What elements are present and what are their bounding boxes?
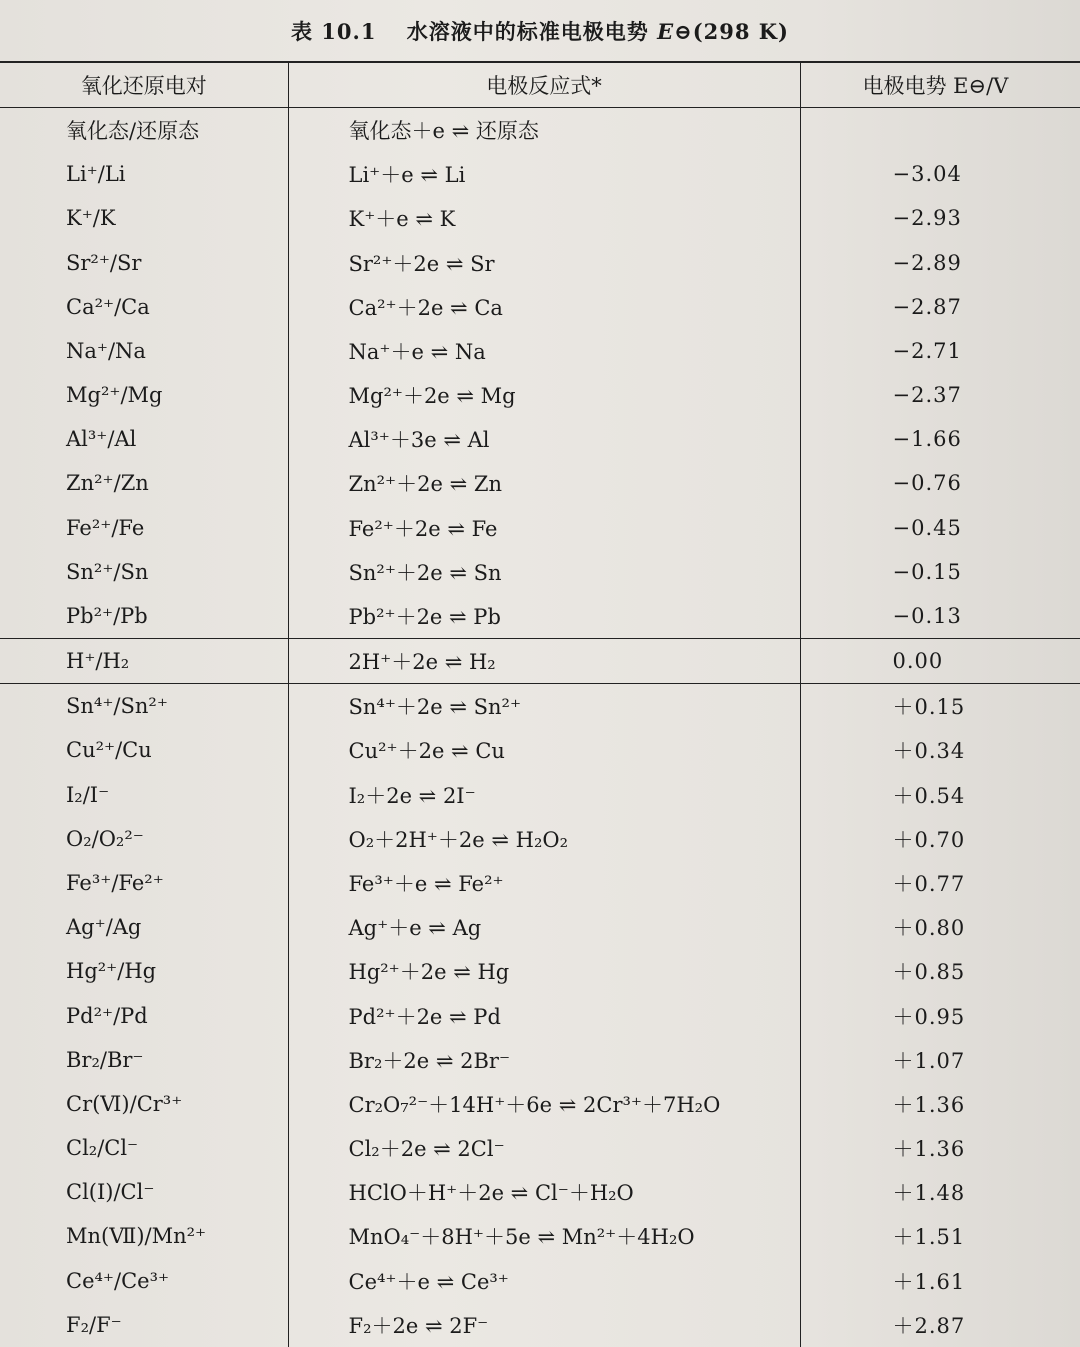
reaction-cell: Fe²⁺＋2e ⇌ Fe xyxy=(288,506,800,550)
table-row xyxy=(0,196,1080,240)
reaction-cell: Li⁺＋e ⇌ Li xyxy=(288,152,800,196)
table-row xyxy=(0,1082,1080,1126)
couple-cell: Sn²⁺/Sn xyxy=(0,550,288,594)
couple-cell: Cu²⁺/Cu xyxy=(0,728,288,772)
potential-cell: ＋0.80 xyxy=(892,916,966,941)
table-row xyxy=(0,684,1080,729)
header-reaction: 电极反应式* xyxy=(288,62,800,108)
reaction-cell: Pd²⁺＋2e ⇌ Pd xyxy=(288,993,800,1037)
potential-cell: −0.76 xyxy=(892,471,962,496)
couple-cell: H⁺/H₂ xyxy=(0,639,288,684)
potential-cell: −3.04 xyxy=(892,162,962,187)
table-row xyxy=(0,594,1080,639)
table-title: 水溶液中的标准电极电势 xyxy=(406,19,649,44)
couple-cell: Sr²⁺/Sr xyxy=(0,241,288,285)
potential-cell: ＋1.36 xyxy=(892,1092,966,1117)
couple-cell: I₂/I⁻ xyxy=(0,773,288,817)
potential-cell: ＋1.61 xyxy=(892,1269,966,1294)
table-row xyxy=(0,108,1080,153)
table-row xyxy=(0,861,1080,905)
reaction-cell: Cl₂＋2e ⇌ 2Cl⁻ xyxy=(288,1126,800,1170)
table-row xyxy=(0,461,1080,505)
potential-cell: ＋1.51 xyxy=(892,1225,966,1250)
table-row xyxy=(0,1170,1080,1214)
potential-cell: ＋0.15 xyxy=(892,695,966,720)
table-row xyxy=(0,550,1080,594)
temperature-condition: (298 K) xyxy=(692,19,789,44)
reaction-cell: F₂＋2e ⇌ 2F⁻ xyxy=(288,1303,800,1347)
reaction-cell: Zn²⁺＋2e ⇌ Zn xyxy=(288,461,800,505)
table-row xyxy=(0,417,1080,461)
potential-cell: −1.66 xyxy=(892,427,962,452)
potential-symbol: E⊖ xyxy=(657,19,693,44)
reaction-cell: 2H⁺＋2e ⇌ H₂ xyxy=(288,639,800,684)
couple-cell: Pb²⁺/Pb xyxy=(0,594,288,639)
table-row xyxy=(0,285,1080,329)
reaction-cell: Al³⁺＋3e ⇌ Al xyxy=(288,417,800,461)
potential-cell: ＋0.85 xyxy=(892,960,966,985)
potential-cell: ＋1.48 xyxy=(892,1181,966,1206)
table-row xyxy=(0,241,1080,285)
potential-cell: ＋0.34 xyxy=(892,739,966,764)
reaction-cell: Sn²⁺＋2e ⇌ Sn xyxy=(288,550,800,594)
couple-cell: Mn(Ⅶ)/Mn²⁺ xyxy=(0,1214,288,1258)
reaction-cell: Mg²⁺＋2e ⇌ Mg xyxy=(288,373,800,417)
couple-cell: Pd²⁺/Pd xyxy=(0,993,288,1037)
potential-cell: −2.37 xyxy=(892,383,962,408)
table-row xyxy=(0,905,1080,949)
table-row xyxy=(0,949,1080,993)
reaction-cell: Na⁺＋e ⇌ Na xyxy=(288,329,800,373)
table-row xyxy=(0,1126,1080,1170)
potential-cell: −0.13 xyxy=(800,594,1080,639)
reaction-cell: Hg²⁺＋2e ⇌ Hg xyxy=(288,949,800,993)
table-row xyxy=(0,993,1080,1037)
header-row xyxy=(0,62,1080,108)
couple-cell: Zn²⁺/Zn xyxy=(0,461,288,505)
table-row xyxy=(0,506,1080,550)
reaction-cell: Ca²⁺＋2e ⇌ Ca xyxy=(288,285,800,329)
table-row xyxy=(0,329,1080,373)
couple-cell: Ce⁴⁺/Ce³⁺ xyxy=(0,1258,288,1302)
reaction-cell: Pb²⁺＋2e ⇌ Pb xyxy=(288,594,800,639)
table-row xyxy=(0,1214,1080,1258)
standard-potential-table xyxy=(0,61,1080,1347)
table-row xyxy=(0,773,1080,817)
reaction-cell: K⁺＋e ⇌ K xyxy=(288,196,800,240)
couple-cell: Cl₂/Cl⁻ xyxy=(0,1126,288,1170)
reaction-cell: O₂＋2H⁺＋2e ⇌ H₂O₂ xyxy=(288,817,800,861)
table-row xyxy=(0,152,1080,196)
potential-cell: ＋1.36 xyxy=(892,1137,966,1162)
potential-cell xyxy=(800,108,1080,153)
table-row xyxy=(0,639,1080,684)
potential-cell: ＋0.95 xyxy=(892,1004,966,1029)
reaction-cell: I₂＋2e ⇌ 2I⁻ xyxy=(288,773,800,817)
reaction-cell: Cr₂O₇²⁻＋14H⁺＋6e ⇌ 2Cr³⁺＋7H₂O xyxy=(288,1082,800,1126)
table-row xyxy=(0,728,1080,772)
couple-cell: F₂/F⁻ xyxy=(0,1303,288,1347)
reaction-cell: Cu²⁺＋2e ⇌ Cu xyxy=(288,728,800,772)
reaction-cell: Ce⁴⁺＋e ⇌ Ce³⁺ xyxy=(288,1258,800,1302)
table-row xyxy=(0,373,1080,417)
potential-cell: −2.93 xyxy=(892,206,962,231)
header-potential: 电极电势 E⊖/V xyxy=(800,62,1080,108)
couple-cell: Mg²⁺/Mg xyxy=(0,373,288,417)
potential-cell: −2.87 xyxy=(892,294,962,319)
table-caption xyxy=(0,16,1080,46)
potential-cell: ＋0.54 xyxy=(892,783,966,808)
couple-cell: Hg²⁺/Hg xyxy=(0,949,288,993)
reaction-cell: 氧化态＋e ⇌ 还原态 xyxy=(288,108,800,153)
couple-cell: Ca²⁺/Ca xyxy=(0,285,288,329)
potential-cell: ＋1.07 xyxy=(892,1048,966,1073)
couple-cell: Cr(Ⅵ)/Cr³⁺ xyxy=(0,1082,288,1126)
couple-cell: Ag⁺/Ag xyxy=(0,905,288,949)
reaction-cell: Ag⁺＋e ⇌ Ag xyxy=(288,905,800,949)
table-number: 表 10.1 xyxy=(291,19,377,44)
couple-cell: Na⁺/Na xyxy=(0,329,288,373)
potential-cell: ＋0.70 xyxy=(892,827,966,852)
couple-cell: Fe²⁺/Fe xyxy=(0,506,288,550)
reaction-cell: MnO₄⁻＋8H⁺＋5e ⇌ Mn²⁺＋4H₂O xyxy=(288,1214,800,1258)
table-row xyxy=(0,1303,1080,1347)
couple-cell: 氧化态/还原态 xyxy=(0,108,288,153)
couple-cell: K⁺/K xyxy=(0,196,288,240)
reaction-cell: Br₂＋2e ⇌ 2Br⁻ xyxy=(288,1038,800,1082)
potential-cell: ＋2.87 xyxy=(892,1313,966,1338)
couple-cell: Al³⁺/Al xyxy=(0,417,288,461)
header-couple: 氧化还原电对 xyxy=(0,62,288,108)
couple-cell: Br₂/Br⁻ xyxy=(0,1038,288,1082)
reaction-cell: Sr²⁺＋2e ⇌ Sr xyxy=(288,241,800,285)
table-row xyxy=(0,1038,1080,1082)
potential-cell: 0.00 xyxy=(800,639,1080,684)
potential-cell: ＋0.77 xyxy=(892,872,966,896)
couple-cell: Sn⁴⁺/Sn²⁺ xyxy=(0,684,288,729)
reaction-cell: HClO＋H⁺＋2e ⇌ Cl⁻＋H₂O xyxy=(288,1170,800,1214)
couple-cell: Cl(Ⅰ)/Cl⁻ xyxy=(0,1170,288,1214)
potential-cell: −0.15 xyxy=(892,559,962,584)
reaction-cell: Sn⁴⁺＋2e ⇌ Sn²⁺ xyxy=(288,684,800,729)
table-row xyxy=(0,1258,1080,1302)
potential-cell: −2.71 xyxy=(892,338,962,363)
reaction-cell: Fe³⁺＋e ⇌ Fe²⁺ xyxy=(288,861,800,905)
couple-cell: Fe³⁺/Fe²⁺ xyxy=(0,861,288,905)
couple-cell: O₂/O₂²⁻ xyxy=(0,817,288,861)
potential-cell: −0.45 xyxy=(892,515,962,540)
table-row xyxy=(0,817,1080,861)
couple-cell: Li⁺/Li xyxy=(0,152,288,196)
potential-cell: −2.89 xyxy=(892,250,962,275)
